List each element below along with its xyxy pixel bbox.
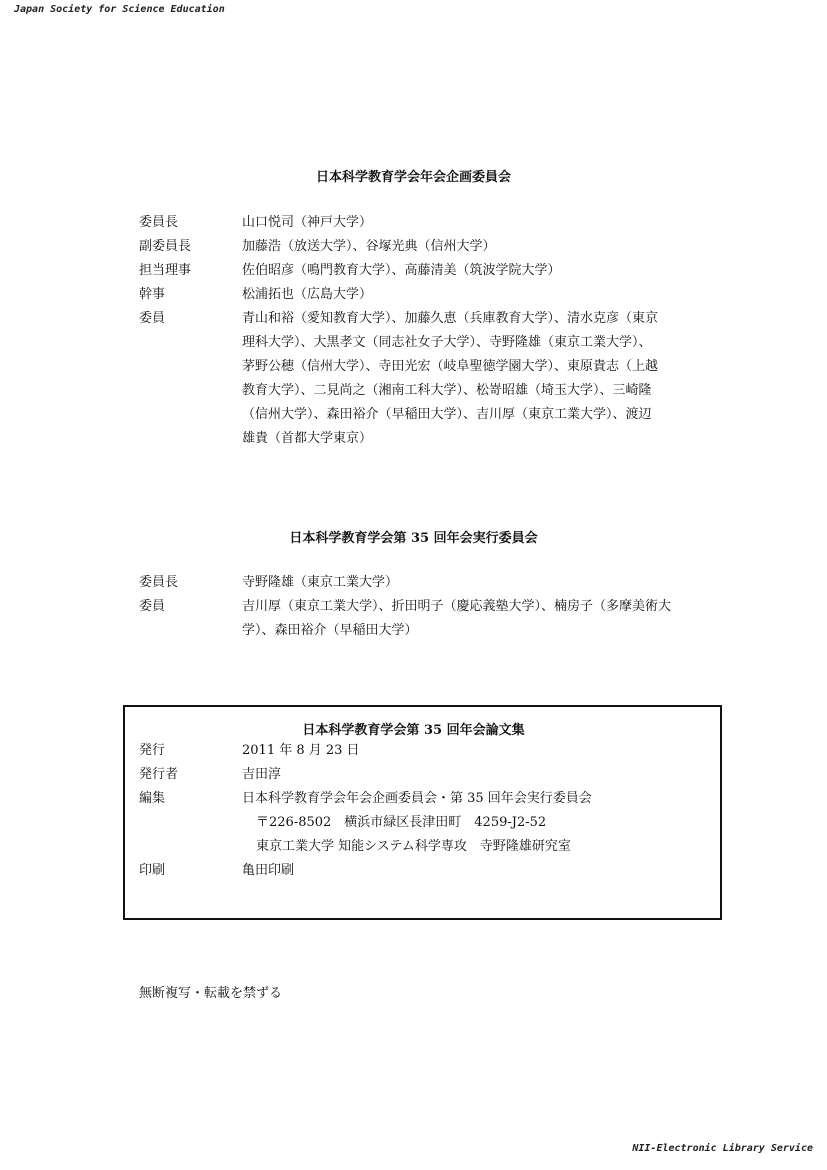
row-value: 寺野隆雄（東京工業大学） <box>242 575 399 590</box>
section1-row-director <box>139 259 719 283</box>
row-label: 委員長 <box>139 215 179 230</box>
footer-source-label: NII-Electronic Library Service <box>632 1143 813 1154</box>
section1-row-vice-chair <box>139 235 719 259</box>
row-value: 加藤浩（放送大学）、谷塚光典（信州大学） <box>242 239 496 254</box>
row-value: 松浦拓也（広島大学） <box>242 287 373 302</box>
member-line: 茅野公穂（信州大学）、寺田光宏（岐阜聖徳学園大学）、東原貴志（上越 <box>242 359 659 374</box>
colophon-row-published <box>139 739 719 763</box>
row-label: 委員 <box>139 599 166 614</box>
section2-row-members <box>139 595 719 643</box>
section1-title: 日本科学教育学会年会企画委員会 <box>315 170 511 185</box>
section2-row-chair <box>139 571 719 595</box>
member-line: 雄貴（首都大学東京） <box>242 431 373 446</box>
row-label: 発行者 <box>139 767 179 782</box>
row-label: 幹事 <box>139 287 166 302</box>
row-label: 委員 <box>139 311 166 326</box>
colophon-row-publisher <box>139 763 719 787</box>
row-value: 2011 年 8 月 23 日 <box>242 743 360 758</box>
copyright-notice: 無断複写・転載を禁ずる <box>139 986 283 1001</box>
row-label: 委員長 <box>139 575 179 590</box>
row-value: 佐伯昭彦（鳴門教育大学）、高藤清美（筑波学院大学） <box>242 263 561 278</box>
editor-lab-line: 東京工業大学 知能システム科学専攻 寺野隆雄研究室 <box>256 839 571 854</box>
colophon-row-editor <box>139 787 719 859</box>
section1-row-secretary <box>139 283 719 307</box>
member-line: 吉川厚（東京工業大学）、折田明子（慶応義塾大学）、楠房子（多摩美術大 <box>242 599 672 614</box>
member-line: 理科大学）、大黒孝文（同志社女子大学）、寺野隆雄（東京工業大学）、 <box>242 335 652 350</box>
member-line: 青山和裕（愛知教育大学）、加藤久恵（兵庫教育大学）、清水克彦（東京 <box>242 311 659 326</box>
row-value-multiline <box>242 595 714 643</box>
member-line: 学）、森田裕介（早稲田大学） <box>242 623 418 638</box>
colophon-row-printer <box>139 859 719 883</box>
row-value-multiline <box>242 307 714 451</box>
row-value: 吉田淳 <box>242 767 282 782</box>
row-value: 山口悦司（神戸大学） <box>242 215 373 230</box>
row-label: 印刷 <box>139 863 166 878</box>
section1-row-members <box>139 307 719 451</box>
member-line: （信州大学）、森田裕介（早稲田大学）、吉川厚（東京工業大学）、渡辺 <box>242 407 652 422</box>
section2-title: 日本科学教育学会第 35 回年会実行委員会 <box>289 531 538 546</box>
editor-line: 日本科学教育学会年会企画委員会・第 35 回年会実行委員会 <box>242 791 592 806</box>
editor-address-line: 〒226-8502 横浜市緑区長津田町 4259-J2-52 <box>256 815 547 830</box>
colophon-title: 日本科学教育学会第 35 回年会論文集 <box>302 723 525 738</box>
row-label: 担当理事 <box>139 263 192 278</box>
row-label: 編集 <box>139 791 166 806</box>
row-label: 副委員長 <box>139 239 192 254</box>
row-value: 亀田印刷 <box>242 863 295 878</box>
section1-row-chair <box>139 211 719 235</box>
header-source-label: Japan Society for Science Education <box>14 4 225 15</box>
member-line: 教育大学）、二見尚之（湘南工科大学）、松嵜昭雄（埼玉大学）、三崎隆 <box>242 383 652 398</box>
row-label: 発行 <box>139 743 166 758</box>
row-value-multiline <box>242 787 714 859</box>
